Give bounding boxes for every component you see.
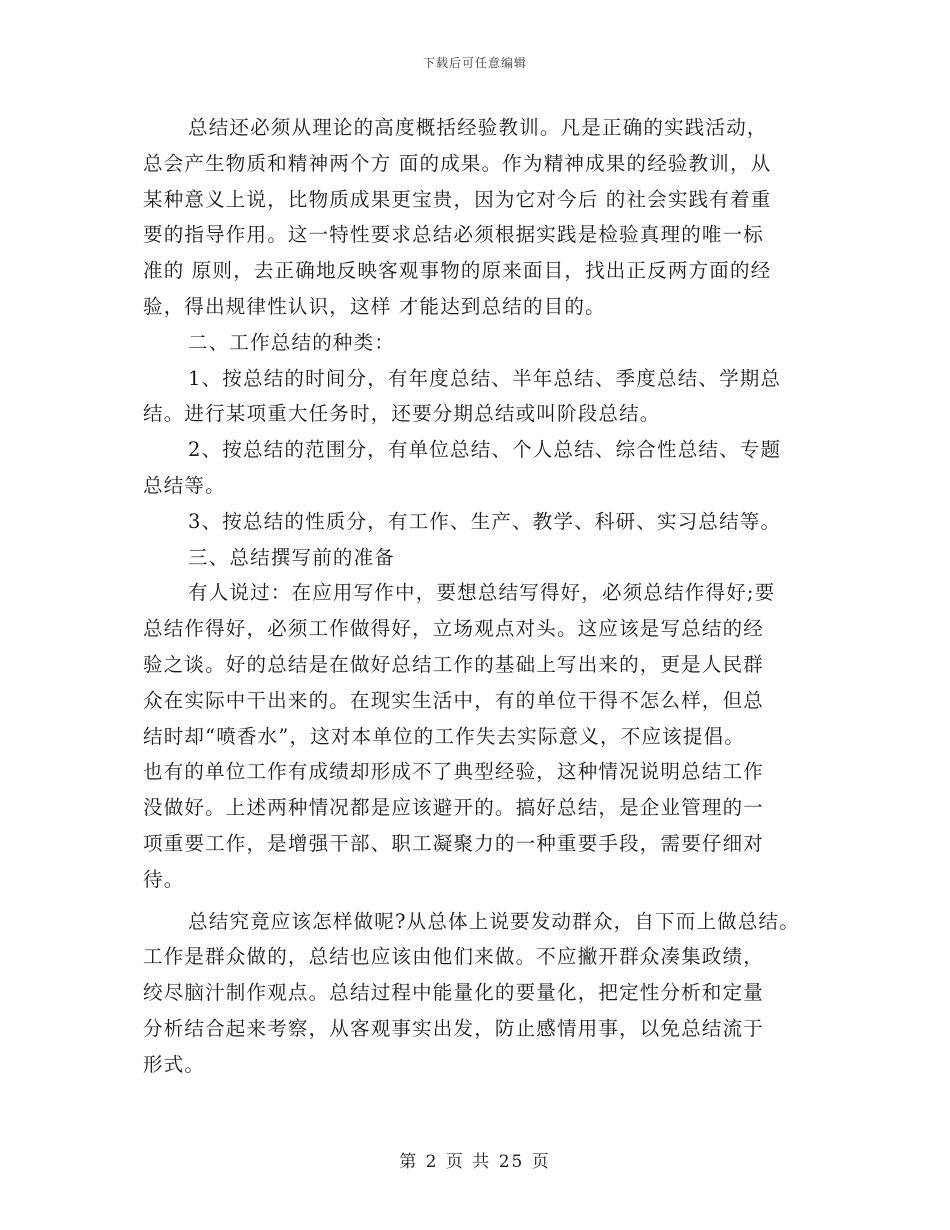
text-line: 总结究竟应该怎样做呢?从总体上说要发动群众，自下而上做总结。 xyxy=(188,909,800,933)
text-line: 工作是群众做的，总结也应该由他们来做。不应撇开群众凑集政绩， xyxy=(143,945,765,969)
text-line: 待。 xyxy=(143,867,185,891)
text-line: 也有的单位工作有成绩却形成不了典型经验，这种情况说明总结工作 xyxy=(143,760,765,784)
text-line: 验之谈。好的总结是在做好总结工作的基础上写出来的，更是人民群 xyxy=(143,652,765,676)
document-body xyxy=(143,110,808,1083)
section-heading: 二、工作总结的种类： xyxy=(188,330,396,354)
text-line: 总结还必须从理论的高度概括经验教训。凡是正确的实践活动， xyxy=(188,116,768,139)
text-line: 2、按总结的范围分，有单位总结、个人总结、综合性总结、专题 xyxy=(188,438,782,462)
text-line: 验，得出规律性认识，这样 才能达到总结的目的。 xyxy=(143,294,606,318)
text-line: 总结等。 xyxy=(143,473,226,497)
text-line: 总结作得好，必须工作做得好，立场观点对头。这应该是写总结的经 xyxy=(143,617,765,641)
text-line: 绞尽脑汁制作观点。总结过程中能量化的要量化，把定性分析和定量 xyxy=(143,981,765,1005)
text-line: 有人说过：在应用写作中，要想总结写得好，必须总结作得好;要 xyxy=(188,581,776,605)
text-line: 某种意义上说，比物质成果更宝贵，因为它对今后 的社会实践有着重 xyxy=(143,187,772,211)
text-line: 结。进行某项重大任务时，还要分期总结或叫阶段总结。 xyxy=(143,402,661,426)
text-line: 准的 原则，去正确地反映客观事物的原来面目，找出正反两方面的经 xyxy=(143,259,772,283)
text-line: 结时却“喷香水”，这对本单位的工作失去实际意义，不应该提倡。 xyxy=(143,724,745,748)
text-line: 没做好。上述两种情况都是应该避开的。搞好总结，是企业管理的一 xyxy=(143,796,765,820)
text-line: 1、按总结的时间分，有年度总结、半年总结、季度总结、学期总 xyxy=(188,366,782,390)
section-heading: 三、总结撰写前的准备 xyxy=(188,545,396,569)
text-line: 众在实际中干出来的。在现实生活中，有的单位干得不怎么样，但总 xyxy=(143,688,765,712)
page-number: 第 2 页 共 25 页 xyxy=(399,1152,551,1172)
text-line: 要的指导作用。这一特性要求总结必须根据实践是检验真理的唯一标 xyxy=(143,223,765,247)
text-line: 项重要工作，是增强干部、职工凝聚力的一种重要手段，需要仔细对 xyxy=(143,831,765,855)
text-line: 3、按总结的性质分，有工作、生产、教学、科研、实习总结等。 xyxy=(188,509,782,533)
text-line: 分析结合起来考察，从客观事实出发，防止感情用事，以免总结流于 xyxy=(143,1016,765,1040)
text-line: 形式。 xyxy=(143,1052,206,1076)
text-line: 总会产生物质和精神两个方 面的成果。作为精神成果的经验教训，从 xyxy=(143,151,772,175)
page-header: 下载后可任意编辑 xyxy=(422,56,527,70)
